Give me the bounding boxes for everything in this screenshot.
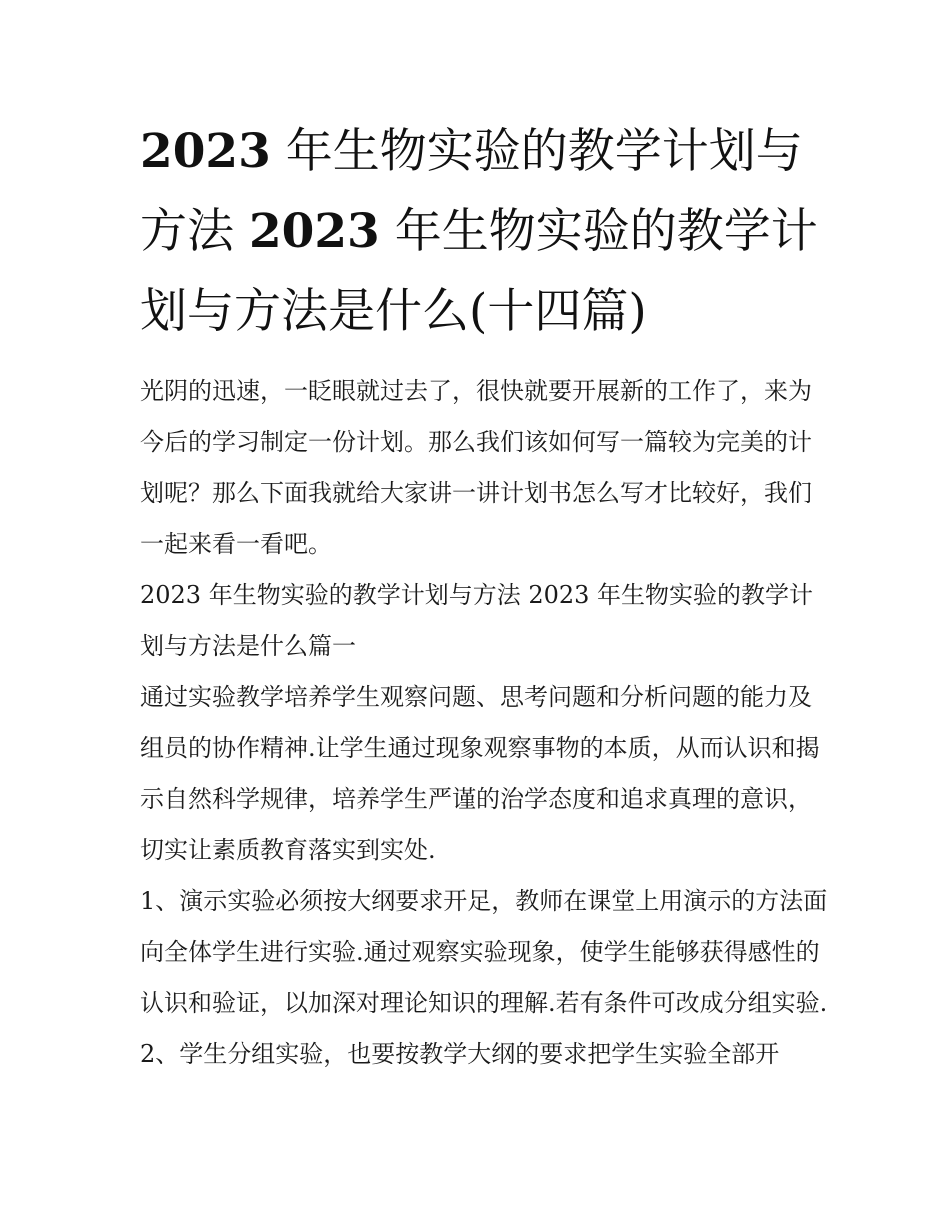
title-part-2: 年生物实验的教学计划与方法 bbox=[140, 124, 803, 259]
document-body bbox=[140, 366, 830, 1080]
goal-paragraph: 通过实验教学培养学生观察问题、思考问题和分析问题的能力及组员的协作精神.让学生通过现象观察事物的本质，从而认识和揭示自然科学规律，培养学生严谨的治学态度和追求真理的意识，切实让素质教育落实到实处. bbox=[140, 683, 820, 864]
title-part-4: 年生物实验的教学计划与方法是什么(十四篇) bbox=[140, 204, 818, 339]
title-part-3: 2023 bbox=[248, 204, 380, 259]
document-page bbox=[140, 112, 830, 1080]
document-title bbox=[140, 112, 830, 352]
list-item-2: 2、学生分组实验，也要按教学大纲的要求把学生实验全部开 bbox=[140, 1040, 780, 1068]
section-heading: 2023 年生物实验的教学计划与方法 2023 年生物实验的教学计划与方法是什么篇一 bbox=[140, 581, 814, 660]
title-part-1: 2023 bbox=[140, 124, 271, 179]
list-item-1: 1、演示实验必须按大纲要求开足，教师在课堂上用演示的方法面向全体学生进行实验.通过观察实验现象，使学生能够获得感性的认识和验证，以加深对理论知识的理解.若有条件可改成分组实验. bbox=[140, 887, 828, 1017]
intro-paragraph: 光阴的迅速，一眨眼就过去了，很快就要开展新的工作了，来为今后的学习制定一份计划。那么我们该如何写一篇较为完美的计划呢？那么下面我就给大家讲一讲计划书怎么写才比较好，我们一起来看一看吧。 bbox=[140, 377, 812, 558]
